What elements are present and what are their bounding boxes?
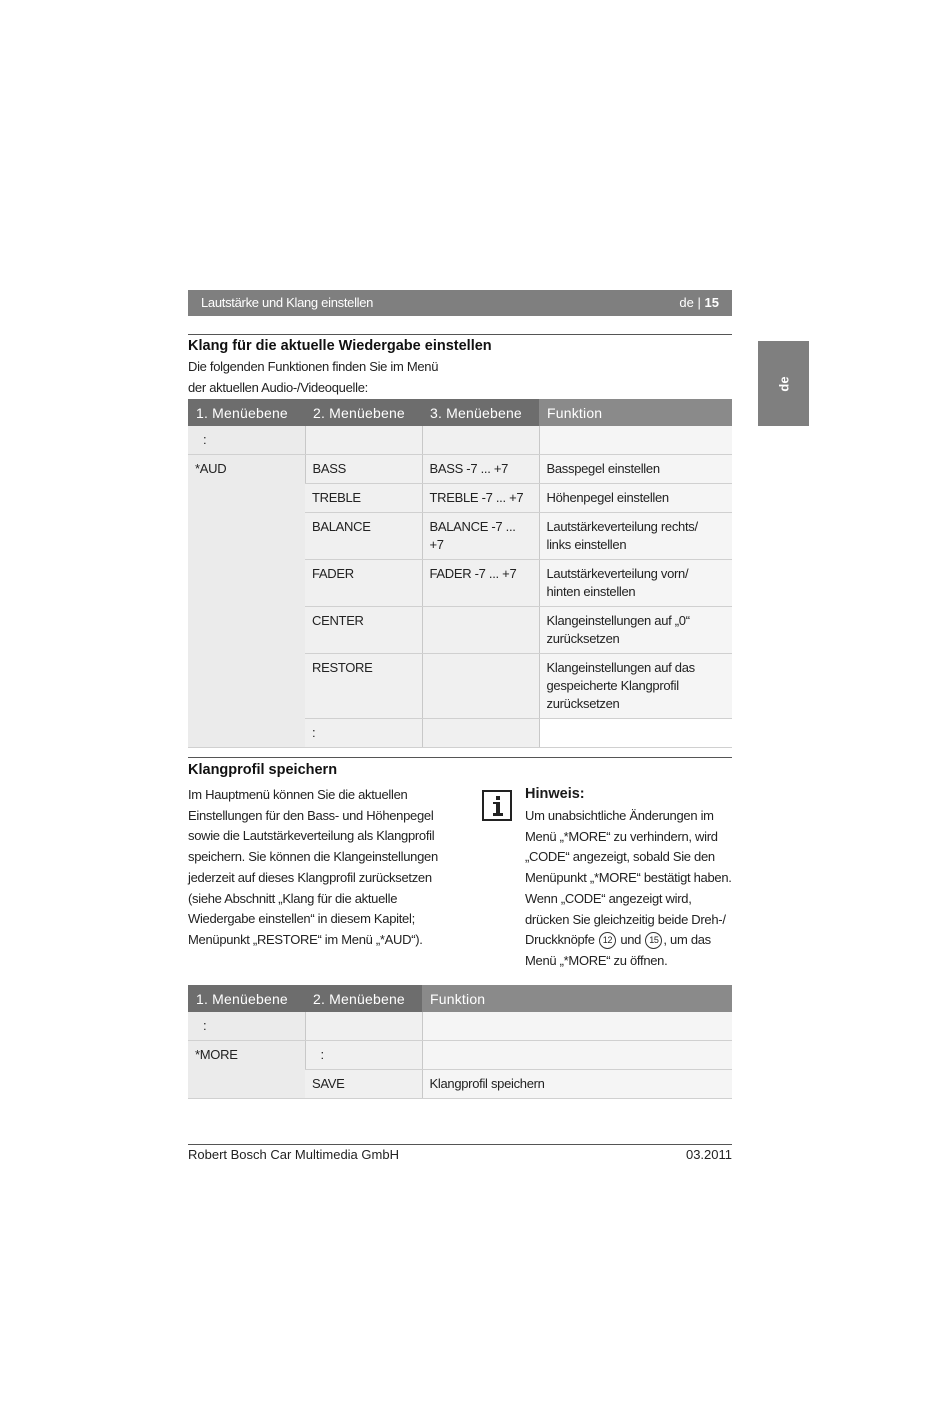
header-function: Funktion — [422, 985, 732, 1012]
table-row — [188, 1012, 732, 1041]
running-section-title: Lautstärke und Klang einstellen — [201, 295, 374, 310]
hint-knob-line: Druckknöpfe 12 und 15 , um das — [525, 932, 711, 948]
section-intro — [188, 357, 438, 398]
language-side-tab — [758, 341, 809, 426]
header-function: Funktion — [539, 399, 732, 426]
level3-cell: BALANCE -7 ... +7 — [422, 513, 539, 560]
level3-cell: TREBLE -7 ... +7 — [422, 484, 539, 513]
footer-rule — [188, 1144, 732, 1145]
level3-cell — [422, 607, 539, 654]
level2-ellipsis: : — [305, 719, 422, 748]
intro-line-1: Die folgenden Funktionen finden Sie im Menü — [188, 359, 439, 374]
level1-aud: *AUD — [188, 455, 305, 748]
level3-cell: FADER -7 ... +7 — [422, 560, 539, 607]
footer-date: 03.2011 — [685, 1147, 732, 1162]
header-level-3: 3. Menüebene — [422, 399, 539, 426]
intro-line-2: der aktuellen Audio-/Videoquelle: — [188, 379, 368, 395]
header-level-1: 1. Menüebene — [188, 985, 305, 1012]
function-cell: Lautstärkeverteilung rechts/ links einstellen — [539, 513, 732, 560]
page-separator: | — [697, 295, 701, 310]
function-cell: Klangeinstellungen auf das gespeicherte Klangprofil zurücksetzen — [539, 654, 732, 719]
page-number: 15 — [704, 295, 719, 310]
more-menu-table — [188, 985, 732, 1099]
klangprofil-paragraph: Im Hauptmenü können Sie die aktuellen Einstellungen für den Bass- und Höhenpegel sowie die Lautstärkeverteilung als Klangprofil speichern. Sie können die Klangeinstellungen jederzeit auf dieses Klangprofil zurücksetzen (siehe Abschnitt „Klang für die aktuelle Wiedergabe einstellen“ in diesem Kapitel; Menüpunkt „RESTORE“ im Menü „*AUD“). — [188, 787, 438, 947]
page-indicator — [679, 295, 719, 310]
hint-text: Um unabsichtliche Änderungen im Menü „*MORE“ zu verhindern, wird „CODE“ angezeigt, sobald Sie den Menüpunkt „*MORE“ bestätigt haben. Wenn „CODE“ angezeigt wird, drücken Sie gleichzeitig beide Dreh-/ Druckknöpfe 12 und 15 , um das Menü „*MORE“ zu öffnen. — [525, 806, 735, 972]
side-tab-label: de — [776, 375, 791, 392]
table-row — [188, 426, 732, 455]
level2-cell: BALANCE — [305, 513, 422, 560]
table-header-row — [188, 399, 732, 426]
function-cell: Lautstärkeverteilung vorn/ hinten einstellen — [539, 560, 732, 607]
function-cell: Höhenpegel einstellen — [539, 484, 732, 513]
function-cell: Basspegel einstellen — [539, 455, 732, 484]
knob-15-icon: 15 — [645, 932, 662, 949]
level2-cell: CENTER — [305, 607, 422, 654]
header-level-1: 1. Menüebene — [188, 399, 305, 426]
header-level-2: 2. Menüebene — [305, 985, 422, 1012]
level2-cell: FADER — [305, 560, 422, 607]
page-header-bar — [188, 290, 732, 316]
table-row — [188, 1041, 732, 1070]
header-level-2: 2. Menüebene — [305, 399, 422, 426]
level2-cell: BASS — [305, 455, 422, 484]
level1-ellipsis: : — [188, 1012, 305, 1041]
footer-company: Robert Bosch Car Multimedia GmbH — [188, 1147, 399, 1162]
knob-12-icon: 12 — [599, 932, 616, 949]
section-heading-klangprofil: Klangprofil speichern — [188, 762, 338, 778]
section-heading-klang: Klang für die aktuelle Wiedergabe einstellen — [188, 338, 492, 354]
function-cell: Klangeinstellungen auf „0“ zurücksetzen — [539, 607, 732, 654]
section-rule-2 — [188, 757, 732, 758]
level3-cell: BASS -7 ... +7 — [422, 455, 539, 484]
level1-ellipsis: : — [188, 426, 305, 455]
function-cell: Klangprofil speichern — [422, 1070, 732, 1099]
sound-menu-table — [188, 399, 732, 748]
info-icon — [482, 790, 512, 821]
level2-save: SAVE — [305, 1070, 422, 1099]
table-header-row — [188, 985, 732, 1012]
table-row — [188, 455, 732, 484]
level2-ellipsis: : — [305, 1041, 422, 1070]
level2-cell: TREBLE — [305, 484, 422, 513]
hint-title: Hinweis: — [525, 786, 585, 802]
level2-cell: RESTORE — [305, 654, 422, 719]
language-code: de — [679, 295, 694, 310]
level3-cell — [422, 654, 539, 719]
level1-more: *MORE — [188, 1041, 305, 1099]
section-rule-1 — [188, 334, 732, 335]
